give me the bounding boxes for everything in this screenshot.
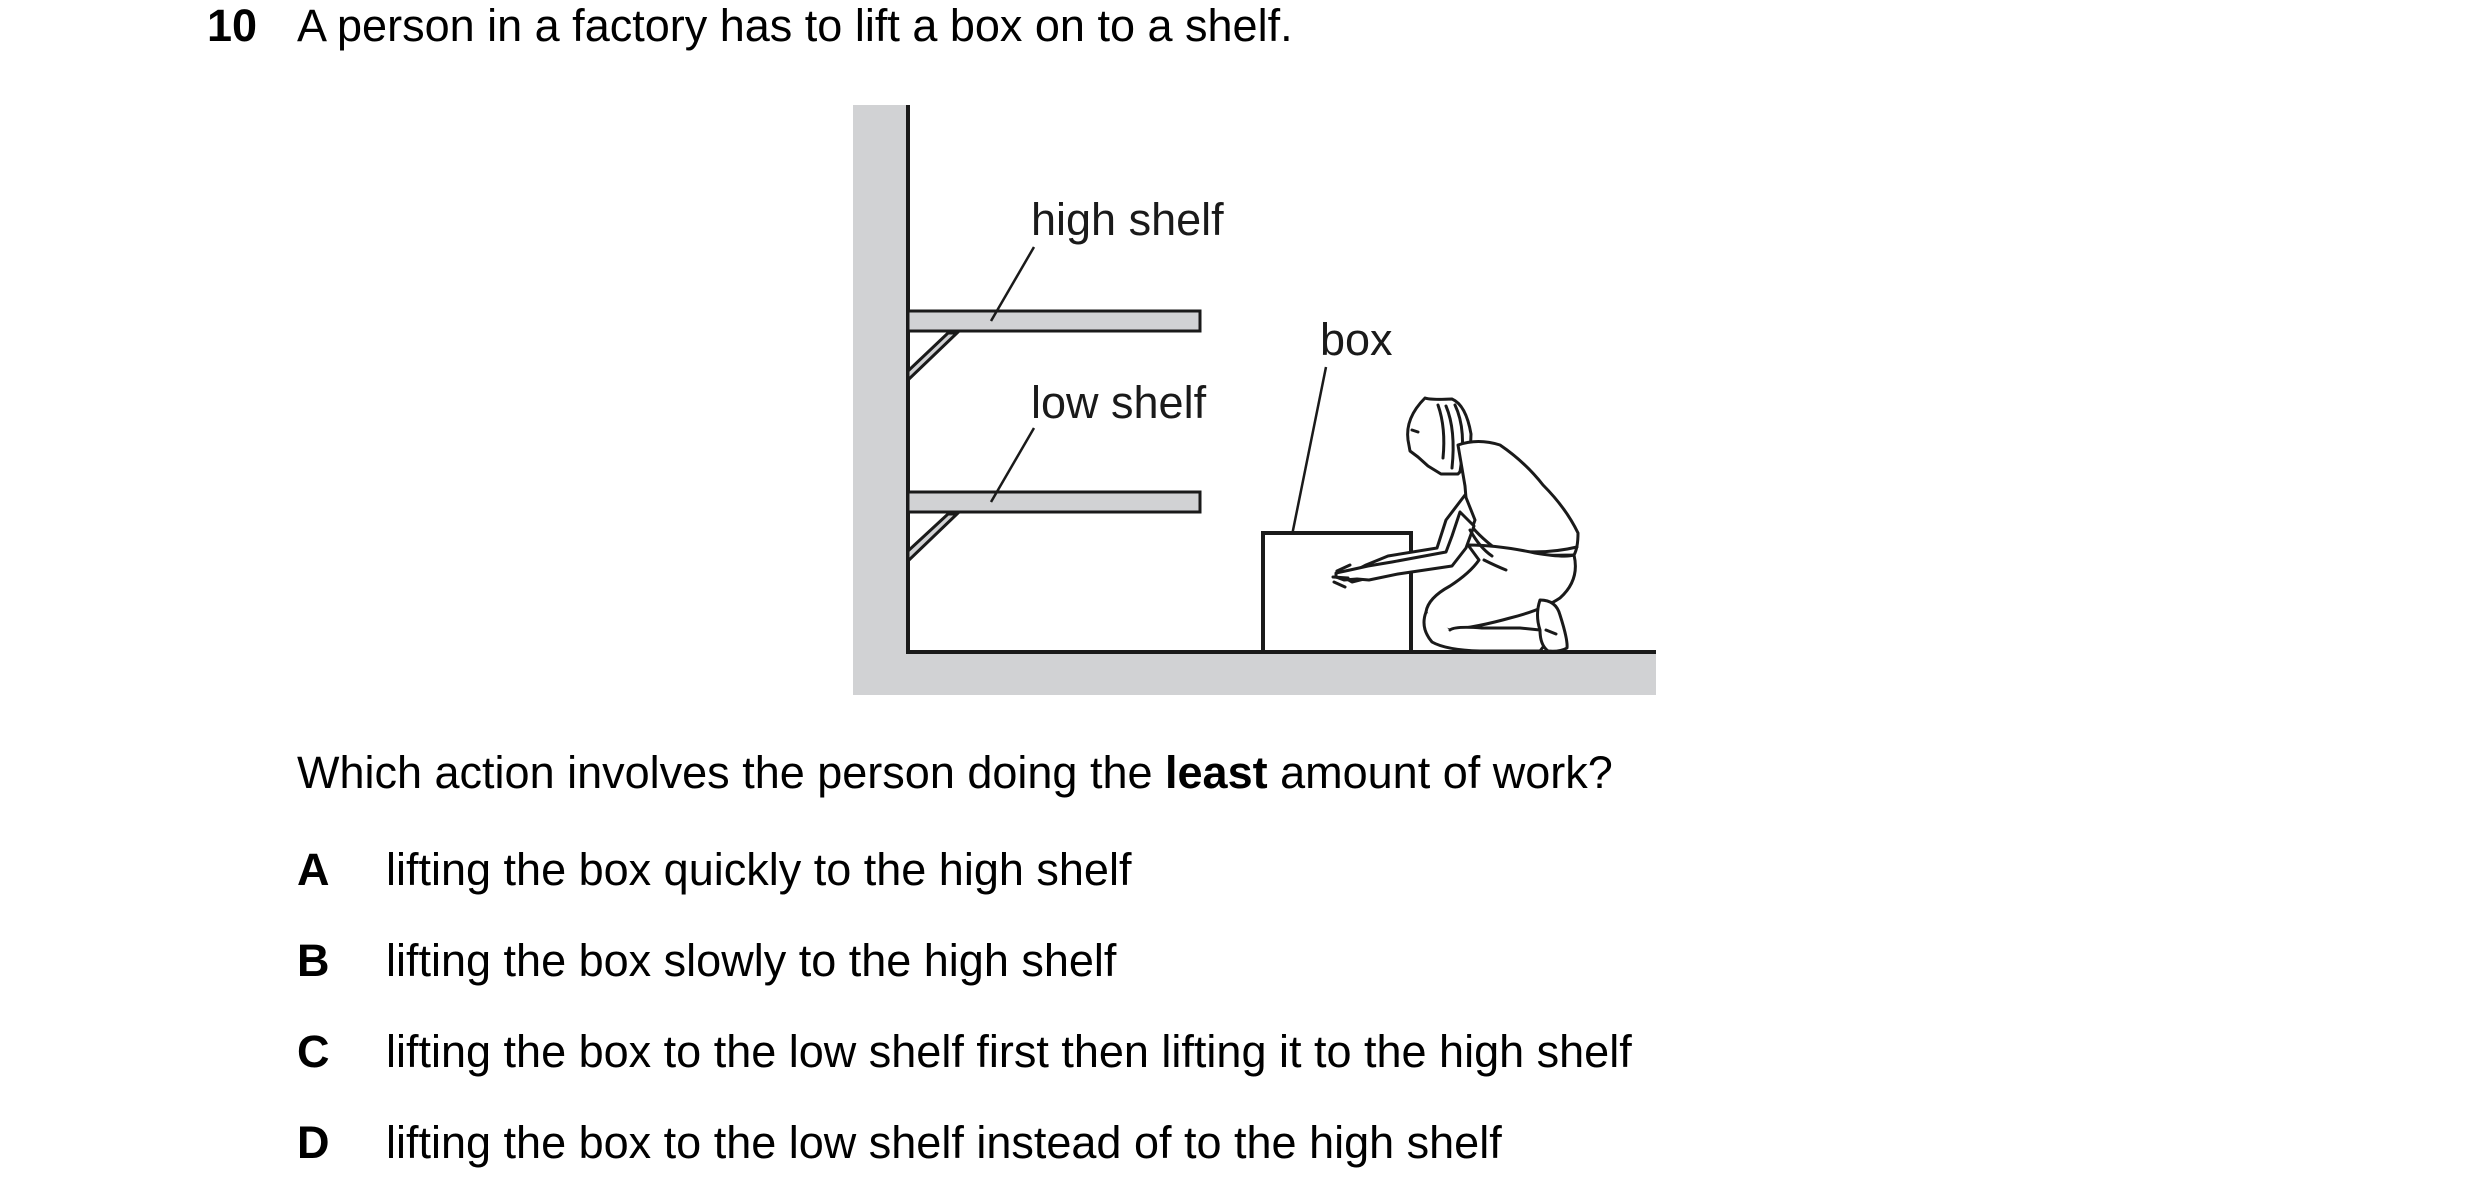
low-shelf xyxy=(908,492,1200,561)
wall xyxy=(853,105,908,695)
box xyxy=(1263,533,1411,652)
question-stem: A person in a factory has to lift a box on to a shelf. xyxy=(297,0,1293,51)
label-low-shelf: low shelf xyxy=(1031,377,1207,428)
label-box: box xyxy=(1320,314,1393,365)
option-letter: D xyxy=(297,1117,330,1168)
question-after: amount of work? xyxy=(1267,747,1613,798)
option-letter: A xyxy=(297,844,330,895)
question-emphasis: least xyxy=(1165,747,1268,798)
question-number: 10 xyxy=(207,0,258,51)
option-text: lifting the box slowly to the high shelf xyxy=(386,935,1117,986)
question-before: Which action involves the person doing the xyxy=(297,747,1166,798)
option-letter: B xyxy=(297,935,330,986)
option-letter: C xyxy=(297,1026,330,1077)
question-text xyxy=(297,747,1613,799)
label-high-shelf: high shelf xyxy=(1031,194,1224,245)
option-text: lifting the box to the low shelf first then lifting it to the high shelf xyxy=(386,1026,1632,1077)
floor xyxy=(853,652,1656,695)
high-shelf xyxy=(908,311,1200,380)
option-text: lifting the box quickly to the high shelf xyxy=(386,844,1132,895)
option-text: lifting the box to the low shelf instead of to the high shelf xyxy=(386,1117,1502,1168)
